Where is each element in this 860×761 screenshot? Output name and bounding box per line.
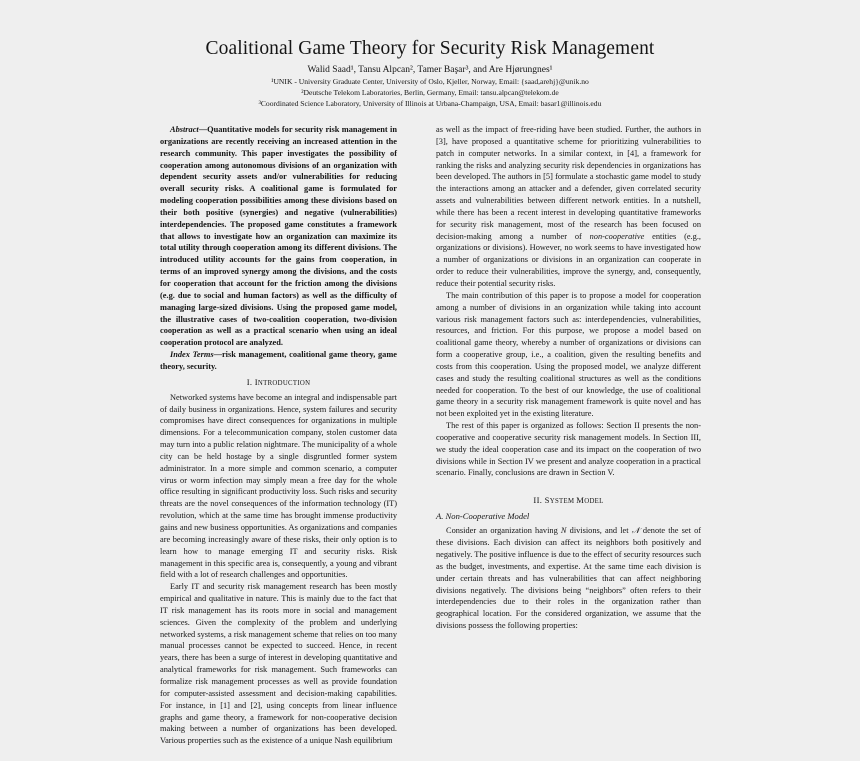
section-heading-system-model: II. SYSTEM MODEL — [533, 495, 604, 506]
affiliation-1: ¹UNIK - University Graduate Center, University of Oslo, Kjeller, Norway, Email: {saad,arehj}@unik.no — [271, 77, 589, 86]
affiliation-2: ²Deutsche Telekom Laboratories, Berlin, Germany, Email: tansu.alpcan@telekom.de — [301, 88, 559, 97]
intro-paragraph-2-continued: as well as the impact of free-riding have been studied. Further, the authors in [3], have proposed a quantitative scheme for prioritizing vulnerabilities to patch in computer networks. In a similar context, in [4], a framework for ranking the risks and analyzing security risk dependencies in organizations has been developed. The authors in [5] formulate a stochastic game model to study the interactions among an attacker and a defender, given correlated security assets and vulnerabilities between different network entities. In a nutshell, while there has been a recent interest in developing quantitative frameworks for security risk management, most of the research has been focused on decision-making among a number of non-cooperative entities (e.g., organizations or divisions). However, no work seems to have investigated how a number of organizations or divisions in an organization can cooperate in order to reduce their vulnerabilities, improve the synergy, and, consequently, reduce their potential security risks. — [436, 125, 701, 288]
intro-paragraph-2: Early IT and security risk management research has been mostly empirical and qualitative in nature. This is mainly due to the fact that IT risk management has its roots more in social and management sciences. Given the complexity of the problem and underlying networked systems, a risk management scheme that relies on too many manual processes cannot be expected to succeed. Hence, in recent years, there has been a surge of interest in developing quantitative and analytical frameworks for risk management. Such frameworks can formalize risk management processes as well as provide foundation for computer-assisted assessment and decision-making capabilities. For instance, in [1] and [2], using concepts from linear influence graphs and game theory, a framework for non-cooperative decision making between a number of organizations has been developed. Various properties such as the existence of a unique Nash equilibrium — [160, 582, 397, 746]
system-model-paragraph-1: Consider an organization having N divisions, and let 𝒩 denote the set of these divisions. Each division can affect its neighbors both positively and negatively. The positive influence is due to the effect of security resources such as the budget, investments, and expertise. At the same time each division is under certain threats and has vulnerabilities that can affect neighboring divisions negatively. The divisions being “neighbors” often refers to their interdependencies due to their roles in the organization rather than geographical location. For the considered organization, we assume that the divisions possess the following properties: — [436, 526, 702, 631]
index-terms: Index Terms—risk management, coalitional game theory, game theory, security. — [160, 350, 397, 371]
affiliation-3: ³Coordinated Science Laboratory, University of Illinois at Urbana-Champaign, USA, Email: basar1@illinois.edu — [258, 99, 602, 108]
abstract: Abstract—Quantitative models for security risk management in organizations are recently receiving an increased attention in the research community. This paper investigates the possibility of cooperation among autonomous divisions of an organization with dependent security assets and/or vulnerabilities for reducing overall security risks. A coalitional game is formulated for modeling cooperation possibilities among these divisions based on their both positive (synergies) and negative (vulnerabilities) interdependencies. The proposed game constitutes a framework that allows to investigate how an organization can maximize its total utility through cooperation among its different divisions. The introduced utility accounts for the gains from cooperation, in terms of an improved synergy among the divisions, and the costs for cooperation that account for the friction among the divisions (e.g. due to social and human factors) as well as the difficulty of managing large-sized divisions. Using the proposed game model, the illustrative cases of two-coalition cooperation, two-division cooperation as well as a practical scenario when using an ideal cooperation protocol are analyzed. — [160, 125, 397, 348]
subsection-heading-noncooperative: A. Non-Cooperative Model — [436, 511, 530, 522]
abstract-label: Abstract — [170, 125, 199, 134]
intro-paragraph-1: Networked systems have become an integral and indispensable part of daily business in organizations. Hence, system failures and security compromises have direct consequences for organizations in multiple dimensions. For a telecommunication company, stolen customer data may turn into a public relation nightmare. The municipality of a whole city can be held hostage by a single disgruntled former system administrator. In a more simple and common scenario, a computer virus or worm infection may simply mean a free day for the whole office resulting in significant productivity loss. Such risks and security threats are the novel consequences of the information technology (IT) revolution, which at the same time has brought immense productivity gains and new business opportunities. As organizations and companies are becoming increasingly aware of these risks, their only option is to learn how to manage emerging IT and security risks. Risk management in this specific area is, consequently, a young and vibrant field with a lot of research challenges and opportunities. — [160, 392, 397, 580]
right-column — [436, 124, 701, 632]
abstract-text: Quantitative models for security risk management in organizations are recently receiving an increased attention in the research community. This paper investigates the possibility of cooperation among autonomous divisions of an organization with dependent security assets and/or vulnerabilities for reducing overall security risks. A coalitional game is formulated for modeling cooperation possibilities among these divisions based on their both positive (synergies) and negative (vulnerabilities) interdependencies. The proposed game constitutes a framework that allows to investigate how an organization can maximize its total utility through cooperation among its different divisions. The introduced utility accounts for the gains from cooperation, in terms of an improved synergy among the divisions, and the costs for cooperation that account for the friction among the divisions (e.g. due to social and human factors) as well as the difficulty of managing large-sized divisions. Using the proposed game model, the illustrative cases of two-coalition cooperation, two-division cooperation as well as a practical scenario when using an ideal cooperation protocol are analyzed. — [160, 125, 397, 348]
author-list: Walid Saad¹, Tansu Alpcan², Tamer Başar³, and Are Hjørungnes¹ — [307, 65, 553, 75]
index-terms-label: Index Terms — [170, 350, 214, 360]
index-terms-text: risk management, coalitional game theory, game theory, security. — [160, 350, 397, 371]
intro-paragraph-3: The main contribution of this paper is to propose a model for cooperation among a number of divisions in an organization while taking into account various risk management factors such as: interdependencies, vulnerabilities, resources, and friction. For this purpose, we propose a model based on coalitional game theory, whereby a number of organizations or divisions can form a cooperative group, i.e., a coalition, given the resulting benefits and costs from this cooperation. Using the proposed model, we analyze different cases and study the resulting coalitional structures as well as the conditions needed for cooperation. To the best of our knowledge, the use of coalitional game theory in a security risk management framework is quite novel and has not been exploited yet in the existing literature. — [436, 290, 701, 419]
intro-paragraph-4: The rest of this paper is organized as follows: Section II presents the non-cooperative and cooperative security risk management models. In Section III, we study the ideal cooperation case and its impact on the cooperation of two divisions while in Section IV we present and analyze cooperation in a practical scenario. Finally, conclusions are drawn in Section V. — [436, 421, 701, 478]
section-heading-introduction: I. INTRODUCTION — [246, 376, 311, 387]
paper-title: Coalitional Game Theory for Security Risk Management — [205, 38, 655, 59]
left-column — [160, 124, 397, 747]
